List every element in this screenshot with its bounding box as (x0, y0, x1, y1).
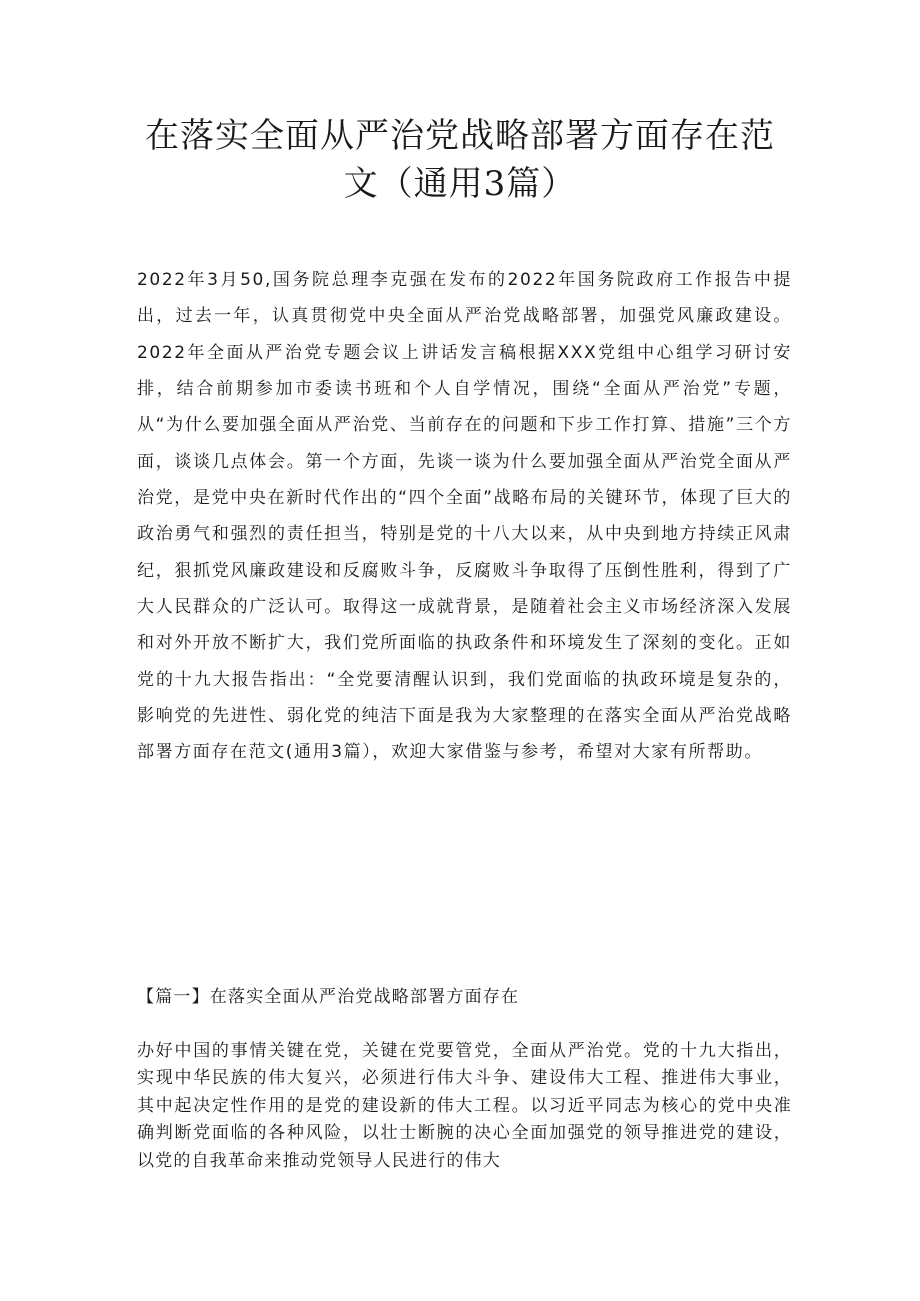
intro-paragraph: 2022年3月50,国务院总理李克强在发布的2022年国务院政府工作报告中提出，过去一年，认真贯彻党中央全面从严治党战略部署，加强党风廉政建设。2022年全面从严治党专题会议上讲话发言稿根据XXX党组中心组学习研讨安排，结合前期参加市委读书班和个人自学情况，围绕“全面从严治党”专题，从“为什么要加强全面从严治党、当前存在的问题和下步工作打算、措施”三个方面，谈谈几点体会。第一个方面，先谈一谈为什么要加强全面从严治党全面从严治党，是党中央在新时代作出的“四个全面”战略布局的关键环节，体现了巨大的政治勇气和强烈的责任担当，特别是党的十八大以来，从中央到地方持续正风肃纪，狠抓党风廉政建设和反腐败斗争，反腐败斗争取得了压倒性胜利，得到了广大人民群众的广泛认可。取得这一成就背景，是随着社会主义市场经济深入发展和对外开放不断扩大，我们党所面临的执政条件和环境发生了深刻的变化。正如党的十九大报告指出：“全党要清醒认识到，我们党面临的执政环境是复杂的，影响党的先进性、弱化党的纯洁下面是我为大家整理的在落实全面从严治党战略部署方面存在范文(通用3篇），欢迎大家借鉴与参考，希望对大家有所帮助。 (137, 270, 792, 763)
title-line-1: 在落实全面从严治党战略部署方面存在范 (145, 116, 775, 156)
document-title (0, 112, 920, 208)
title-line-2: 文（通用3篇） (343, 164, 577, 204)
section-1-paragraph: 办好中国的事情关键在党，关键在党要管党，全面从严治党。党的十九大指出，实现中华民族的伟大复兴，必须进行伟大斗争、建设伟大工程、推进伟大事业，其中起决定性作用的是党的建设新的伟大工程。以习近平同志为核心的党中央准确判断党面临的各种风险，以壮士断腕的决心全面加强党的领导推进党的建设，以党的自我革命来推动党领导人民进行的伟大 (137, 1041, 792, 1171)
section-1-heading: 【篇一】在落实全面从严治党战略部署方面存在 (137, 987, 520, 1007)
